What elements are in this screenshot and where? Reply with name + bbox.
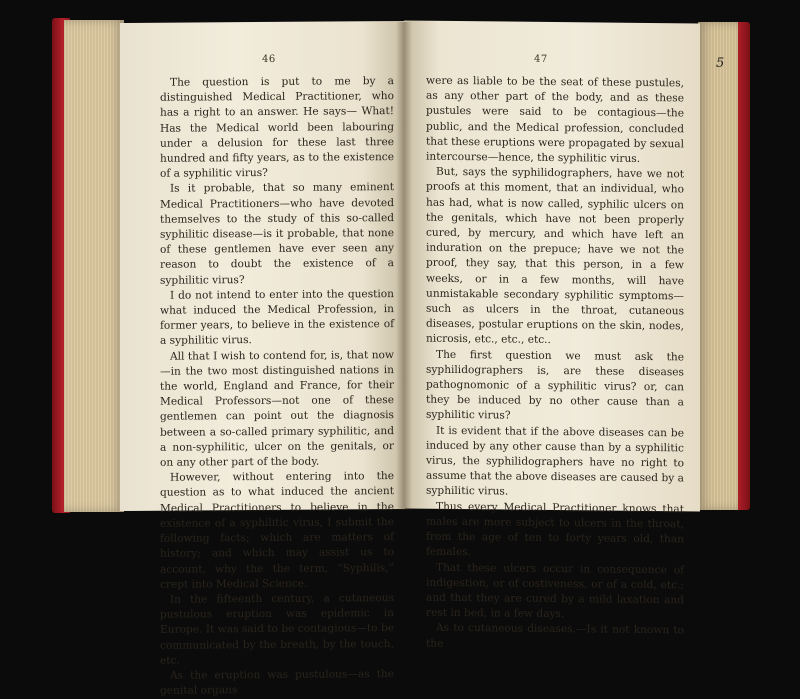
right-page bbox=[404, 20, 700, 650]
right-page-number: 47 bbox=[534, 53, 548, 65]
paragraph: Is it probable, that so many eminent Medical Practitioners—who have devoted themselves to the study of this so-called syphilitic disease—is it probable, that none of these gentlemen have ever seen any reason to doubt the existence of a syphilitic virus? bbox=[160, 181, 394, 287]
left-page bbox=[120, 21, 405, 697]
book-gutter bbox=[396, 22, 412, 510]
page-block-right-edge bbox=[698, 22, 738, 510]
paragraph: That these ulcers occur in consequence of indigestion, or of costiveness, or of a cold, etc.; and that they are cured by a mild laxation and rest in bed, in a few days. bbox=[426, 561, 684, 621]
left-page-text bbox=[160, 74, 394, 699]
paragraph: However, without entering into the question as to what induced the ancient Medical Practitioners to believe in the existence of a syphilitic virus, I submit the following facts; which are matters of history; and which may assist us to account, why the the term, “Syphilis,” crept into Medical Science. bbox=[160, 470, 394, 591]
paragraph: I do not intend to enter into the question what induced the Medical Profession, in former years, to believe in the existence of a syphilitic virus. bbox=[160, 287, 394, 348]
right-page-text bbox=[426, 74, 684, 654]
paragraph: Thus every Medical Practitioner knows that males are more subject to ulcers in the throat, from the age of ten to forty years old, than females. bbox=[426, 500, 684, 559]
paragraph: In the fifteenth century, a cutaneous pustulous eruption was epidemic in Europe. It was said to be contagious—to be communicated by the breath, by the touch, etc. bbox=[160, 591, 394, 667]
paragraph: were as liable to be the seat of these pustules, as any other part of the body, and as these pustules were said to be contagious—the public, and the Medical profession, concluded that these eruptions were propagated by sexual intercourse—hence, the syphilitic virus. bbox=[426, 74, 684, 165]
page-block-left-edge bbox=[64, 20, 124, 512]
paragraph: The first question we must ask the syphilidographers is, are these diseases pathognomonic of a syphilitic virus? or, can they be induced by no other cause than a syphilitic virus? bbox=[426, 348, 684, 423]
margin-mark: 5 bbox=[716, 56, 725, 71]
paragraph: As to cutaneous diseases.—Is it not known to the bbox=[426, 622, 684, 650]
left-page-number: 46 bbox=[262, 53, 276, 66]
paragraph: As the eruption was pustulous—as the genital organs bbox=[160, 668, 394, 697]
paragraph: All that I wish to contend for, is, that now—in the two most distinguished nations in the world, England and France, for their Medical Professors—not one of these gentlemen can point out the diagnosis between a so-called primary syphilitic, and a non-syphilitic, ulcer on the genitals, or on any other part of the body. bbox=[160, 348, 394, 469]
paragraph: But, says the syphilidographers, have we not proofs at this moment, that an individual, who has had, what is now called, syphilic ulcers on the genitals, which have not been properly cured, by mercury, and which have left an induration on the prepuce; have we not the proof, they say, that this person, in a few weeks, or in a few months, will have unmistakable secondary syphilitic symptoms—such as ulcers in the throat, cutaneous diseases, postular eruptions on the skin, nodes, nicrosis, etc., etc., etc.. bbox=[426, 166, 684, 347]
paragraph: It is evident that if the above diseases can be induced by any other cause than by a syphilitic virus, the syphilidographers have no right to assume that the above diseases are caused by a syphilitic virus. bbox=[426, 424, 684, 499]
paragraph: The question is put to me by a distinguished Medical Practitioner, who has a right to an answer. He says— What! Has the Medical world been labouring under a delusion for these last three hundred and fifty years, as to the existence of a syphilitic virus? bbox=[160, 75, 394, 180]
